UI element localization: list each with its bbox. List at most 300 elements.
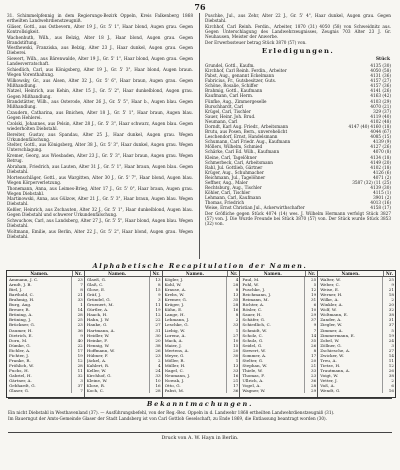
recap-number: 1	[71, 302, 84, 307]
recap-name: Kahlert, R.	[86, 362, 110, 368]
recap-number: 7	[71, 388, 84, 393]
recap-name: Sommer, A.	[242, 352, 267, 358]
recap-number: 2	[226, 317, 239, 322]
recap-number: 28	[304, 383, 317, 388]
recap-name: Hanke, G.	[86, 322, 108, 328]
rule-above-imprint	[8, 432, 392, 433]
recap-name: Müller, H.	[164, 362, 186, 368]
recap-row	[163, 388, 240, 393]
recap-name: Kohl, W.	[164, 282, 182, 288]
recap-number: 40	[71, 338, 84, 343]
recap-header-number: Nr.	[150, 271, 162, 276]
notice-entry: Siewert, Wilh., aus Bärenwalde, Alter 19 J., Gr. 5' 1", Haar blond, Augen grau. Gegen Landesverratschaft.	[7, 56, 193, 67]
recap-number: 9	[382, 282, 395, 287]
recap-number: 5	[382, 328, 395, 333]
recap-number: 15	[149, 287, 162, 292]
erledigungen-header-name	[205, 56, 335, 63]
recap-name: Zimmermann, E.	[320, 332, 355, 338]
recap-number: 33	[226, 368, 239, 373]
recap-name: Kleine, W.	[86, 377, 108, 383]
recap-number: 23	[304, 373, 317, 378]
recap-header-names: Namen.	[263, 271, 282, 276]
erledigung-reference: 4044 (67)	[370, 129, 391, 135]
recap-name: Wendt, G.	[320, 388, 341, 394]
recap-number: 15	[226, 343, 239, 348]
recap-row	[7, 388, 84, 393]
recap-number: 16	[382, 388, 395, 393]
rule-above-notice	[8, 398, 392, 399]
recap-number: 26	[304, 343, 317, 348]
erledigung-name: Leschendorf, Ernst, Handelsmann	[205, 134, 278, 140]
notice-entry: Bereiter, Gustav, aus Spandau, Alter 25 J., Haar dunkel, Augen grau. Wegen Urkundenfälschung.	[7, 131, 193, 142]
recap-name: Trautmann, A.	[320, 367, 351, 373]
recap-name: Gebhardt, G.	[9, 383, 36, 389]
erledigung-reference: 4141 (26)	[370, 88, 391, 94]
recap-name: Kirchhof, G.	[86, 372, 112, 378]
recap-header-number: Nr.	[227, 271, 239, 276]
recap-number: 20	[382, 302, 395, 307]
recap-name: Weber, C.	[320, 282, 340, 288]
recap-name: Seidel, G.	[242, 342, 263, 348]
recap-number: 21	[226, 378, 239, 383]
erledigung-name: Schärke, Carl Ed. Wilh., Kaufmann	[205, 149, 280, 155]
erledigung-name: Krüger, Aug., Schuhmacher	[205, 169, 264, 175]
erledigung-name: Dorndt, Karl Aug. Friedr., Arbeitsmann	[205, 123, 289, 129]
recap-name: Hübner, F.	[86, 352, 109, 358]
notice-entry: Natzel, Heinrich, aus Kehin, Alter 15 J., Gr. 5' 2", Haar dunkelblond, Augen grau. Gegen Mißhandlung.	[7, 88, 193, 99]
recap-name: Thiele, W.	[242, 367, 263, 373]
recap-number: 36	[226, 388, 239, 393]
recap-number: 3	[149, 297, 162, 302]
recap-name: Zimmer, A.	[320, 327, 343, 333]
recap-name: Gabriel, H.	[9, 372, 32, 378]
recap-number: 13	[149, 277, 162, 282]
recap-number: 8	[226, 287, 239, 292]
notice-entry: 31. Schimmelpfennig in dem Regierungs-Bezirk Oppeln, Kreis Falkenberg 1868 ertheilten Landwehrdienstzeugniß.	[7, 13, 193, 24]
recap-name: Keller, W.	[86, 367, 107, 373]
recap-name: Gräf, J.	[86, 292, 102, 298]
recap-number: 24	[382, 338, 395, 343]
recap-name: Gründel, G.	[86, 297, 111, 303]
recap-name: Wolf, W.	[320, 307, 337, 313]
recap-number: 28	[226, 302, 239, 307]
recap-name: Voß, A.	[320, 383, 335, 389]
erledigung-name: Schmerbeck, Carl, Arbeitsmann	[205, 159, 273, 165]
recap-name: Eichler, A.	[9, 347, 31, 353]
notice-entry: Brandstätter, Wilh., aus Osterode, Alter 26 J., Gr. 5' 5", Haar b., Augen blau. Gegen Mißhandlung.	[7, 99, 193, 110]
recap-number: 9	[71, 333, 84, 338]
recap-name: Breuer, R.	[9, 307, 30, 313]
recap-column	[163, 271, 241, 397]
erledigung-reference: 4085 (15)	[370, 134, 391, 140]
recap-number: 22	[71, 343, 84, 348]
recap-name: Maier, J.	[164, 342, 182, 348]
recap-number: 27	[382, 348, 395, 353]
recap-number: 2	[382, 297, 395, 302]
recap-name: Franke, R.	[9, 357, 31, 363]
recap-name: Stephan, W.	[242, 362, 267, 368]
recap-number: 11	[71, 368, 84, 373]
recap-name: Reichmann, J.	[242, 292, 271, 298]
erledigung-reference: 4070 (21)	[370, 103, 391, 109]
recap-name: Burg, Aug.	[9, 302, 32, 308]
notice-entry: Martinowski, Anna, aus Gülzow, Alter 21 J., Gr. 5' 3", Haar braun, Augen blau. Wegen Diebstahl.	[7, 196, 193, 207]
recap-number: 35	[226, 297, 239, 302]
erledigung-name: Fünfke, Aug., Zimmergeselle	[205, 98, 267, 104]
page-number: 76	[194, 2, 206, 12]
recap-name: Brahmig, H.	[9, 297, 35, 303]
recap-name: Krause, A.	[164, 287, 187, 293]
erledigung-reference: 4149 (20)	[370, 159, 391, 165]
erledigung-name: Kaufmann, Carl Herm.	[205, 93, 254, 99]
recap-number: 2	[149, 358, 162, 363]
notice-entry: Thonemann, Anna, aus Leimes-Brieg, Alter 17 J., Gr. 5' 0", Haar braun, Augen grau. Wegen Diebstahl.	[7, 185, 193, 196]
erledigung-name: Fabricius, Fr., Gutsbesitzer, Guts.	[205, 78, 277, 84]
notice-entry: Keßler, Heinrich, aus Zschauten, Alter 32 J., Gr. 5' 1", Haar dunkelblond, Augen blau. Gegen Diebstahl und schwerer Urkundenfälschung.	[7, 207, 193, 218]
erledigung-name: Grundel, Gottl., Kaufm.	[205, 62, 255, 68]
recap-name: Lehmann, J.	[164, 317, 190, 323]
right-intro-entries	[205, 13, 391, 45]
recap-name: Rösler, C.	[242, 307, 263, 313]
recap-name: Zander, A.	[320, 317, 342, 323]
notice-entry: Stelter, Gottl., aus Königsberg, Alter 38 J., Gr. 5' 3", Haar dunkel, Augen grau. Wegen Unterschlagung.	[7, 142, 193, 153]
recap-name: Brückner, G.	[9, 322, 35, 328]
recap-name: Glaser, G.	[9, 388, 30, 394]
recap-number: 17	[304, 353, 317, 358]
recap-number: 31	[149, 328, 162, 333]
recap-number: 36	[304, 378, 317, 383]
recap-number: 14	[71, 307, 84, 312]
erledigung-reference: 4103 (29)	[370, 98, 391, 104]
recap-number: 21	[304, 363, 317, 368]
recap-number: 8	[226, 312, 239, 317]
recap-name: Scholz, C.	[242, 332, 263, 338]
recap-name: Lange, H.	[164, 312, 185, 318]
recap-name: Mertens, A.	[164, 347, 189, 353]
recap-name: Hennig, W.	[86, 342, 110, 348]
notice-entry: Der Erwerbssteuer betrag Stück 3870 (57) von.	[205, 39, 307, 45]
recap-number: 11	[149, 302, 162, 307]
erledigung-reference: 4115 (1)	[373, 190, 391, 196]
erledigung-name: Möllers, Wilhelm, Schmied	[205, 144, 263, 150]
recap-header-number: Nr.	[383, 271, 395, 276]
recap-number: 21	[71, 292, 84, 297]
imprint: Druck von A. W. Hayn in Berlin.	[161, 436, 239, 441]
recap-number: 23	[149, 353, 162, 358]
erledigung-reference: 4139 (9)	[373, 139, 391, 145]
erledigung-name: Reichmann, Jul., Tagelöhner	[205, 174, 266, 180]
recap-name: Tietze, H.	[320, 362, 341, 368]
recap-number: 18	[382, 292, 395, 297]
recap-number: 36	[71, 328, 84, 333]
erledigung-name: Seffner, Aug., Maler	[205, 180, 248, 185]
recap-number: 31	[304, 297, 317, 302]
recap-name: Vetter, J.	[320, 377, 338, 383]
recap-name: Fuchs, H.	[9, 367, 29, 373]
recap-name: Zschiesche, A.	[320, 347, 351, 353]
notice-entry: Mortenschläger, Gottl., aus Wargitten, Alter 30 J., Gr. 5' 7", Haar blond, Augen blau. Wegen Körperverletzung.	[7, 174, 193, 185]
recap-name: Daumer, H.	[9, 327, 33, 333]
recap-name: Lorenz, A.	[164, 332, 186, 338]
recap-number: 16	[226, 307, 239, 312]
recap-row	[240, 388, 317, 393]
recap-name: Wagner, W.	[242, 388, 266, 394]
notice-title: Bekanntmachungen.	[146, 400, 254, 408]
erledigung-reference: 4157 (36)	[370, 83, 391, 89]
recap-name: Dümke, G.	[9, 342, 31, 348]
erledigung-name: Krügel, Carl, Tischler	[205, 108, 251, 114]
recap-number: 31	[382, 317, 395, 322]
erledigung-reference: 4013 (16)	[370, 200, 391, 206]
erledigung-name: Sauer, Heinr. Joh. Brud.	[205, 113, 256, 119]
recap-header-names: Namen.	[185, 271, 205, 276]
recap-name: Schäfer, G.	[242, 317, 266, 323]
erledigungen-header-stueck: Stück	[375, 56, 390, 62]
erledigung-reference: 4050 (58)	[370, 67, 391, 73]
recap-name: Zöllner, G.	[320, 342, 342, 348]
erledigung-name: Neumann, Carl	[205, 118, 238, 124]
recap-number: 14	[304, 333, 317, 338]
recap-name: Schmidt, W.	[242, 327, 267, 333]
recap-name: Kögler, J.	[164, 277, 184, 283]
recap-number: 23	[71, 322, 84, 327]
notice-entry: Gläser, Gottl., aus Ostbevern, Alter 19 J., Gr. 5' 1", Haar blond, Augen grau. Gegen Kontrollsigkeit.	[7, 23, 193, 34]
erledigung-reference: 4071 (2)	[373, 174, 391, 180]
recap-number: 16	[149, 383, 162, 388]
erledigung-reference: 4163 (42)	[370, 93, 391, 99]
recap-row	[318, 388, 395, 393]
erledigung-name: Rahl, Jul. Gottlieb, Gärtner	[205, 164, 263, 170]
recap-name: Treu, A.	[320, 357, 337, 363]
right-outro-entries	[205, 211, 391, 226]
erledigung-reference: 329 (37)	[373, 108, 391, 114]
recap-number: 19	[304, 292, 317, 297]
recap-number: 20	[304, 358, 317, 363]
erledigung-name: Schöne, Rosalie, Schiffer	[205, 83, 259, 89]
recap-name: Nowak, J.	[164, 377, 185, 383]
recap-number: 12	[149, 312, 162, 317]
erledigungen-table	[205, 56, 391, 211]
recap-number: 8	[304, 348, 317, 353]
recap-number: 23	[71, 277, 84, 282]
recap-number: 20	[226, 348, 239, 353]
notice-entry: Der Gröfliche gegen Stück 4074 (14) wes. J. Wilhelm Hermann verfolgt Stück 3827 (57) von. J. Die Wurde Freunde bei Stück 3870 (57) von. Der Stück wurde Stück 3853 (32) von.	[205, 210, 391, 226]
recap-name: Otto, G.	[164, 383, 181, 389]
recap-number: 6	[382, 383, 395, 388]
recap-number: 12	[71, 358, 84, 363]
erledigung-reference: 4157 (27)	[370, 78, 391, 84]
recap-row	[85, 388, 162, 393]
notice-entry: Czaudern, Catharina, aus Bnichen, Alter 18 J., Gr. 5' 1", Haar braun, Augen blau. Gegen Hehlerei.	[7, 110, 193, 121]
recap-name: Liebig, W.	[164, 327, 185, 333]
recap-name: Weise, E.	[320, 287, 340, 293]
recap-number: 7	[71, 282, 84, 287]
recap-name: Sauer, H.	[242, 312, 262, 318]
recap-name: Haack, H.	[86, 312, 108, 318]
erledigung-reference: 4102 (18)	[370, 164, 391, 170]
recap-name: Glose, E.	[86, 287, 106, 293]
recap-number: 30	[226, 353, 239, 358]
erledigung-reference: 4127 (26)	[370, 144, 391, 150]
recap-number: 27	[149, 322, 162, 327]
erledigung-name: Brahmig, Gottl., Kaufmann	[205, 88, 263, 94]
recap-name: Heinke, F.	[86, 337, 108, 343]
recap-number: 37	[382, 322, 395, 327]
recap-name: Jäckel, A.	[86, 357, 107, 363]
recap-name: Winkler, A.	[320, 302, 343, 308]
recap-number: 14	[382, 353, 395, 358]
erledigung-name: Weise, Ernst Christian Jul., Ackerwirthschafter	[205, 205, 305, 211]
notice-entry: Wachenhuth, Wilh., aus Belzig, Alter 18 J., Haar blond, Augen grau. Gegen Brandstiftung.	[7, 34, 193, 45]
recap-name: Fichter, J.	[9, 352, 29, 358]
recap-number: 25	[71, 317, 84, 322]
recap-number: 7	[304, 328, 317, 333]
recap-name: Ziegler, W.	[320, 322, 343, 328]
erledigung-name: Burschhardt, Carl	[205, 103, 244, 109]
recap-number: 9	[304, 322, 317, 327]
recap-number: 9	[149, 292, 162, 297]
recap-column	[318, 271, 395, 397]
recap-name: Ullrich, A.	[242, 377, 264, 383]
recap-header-names: Namen.	[30, 271, 49, 276]
recap-number: 19	[149, 307, 162, 312]
right-column	[205, 13, 391, 259]
recap-name: Neumann, J.	[164, 372, 191, 378]
recap-number: 33	[149, 373, 162, 378]
notice-entry: Puschke, Jul., aus Zehr, Alter 22 J., Gr. 5' 4", Haar dunkel, Augen grau. Gegen Diebstahl.	[205, 13, 391, 24]
recap-number: 32	[382, 307, 395, 312]
recap-number: 22	[149, 317, 162, 322]
notice-entry: Kirchhof, Carl Reinh. Ferdin., Arbeiter, 1870 (31) 4050 (58) von Schweidnitz aus. Gegen Unterschlagung des Landwehrzeugnisses, Zeugnis 703 Alter 23 J. Gr. Neuhausen, Meister der Anwerbe.	[205, 23, 391, 39]
recap-name: Möller, R.	[164, 357, 185, 363]
erledigung-name: Kirchhof, Carl Reinh. Ferdin., Arbeiter	[205, 67, 287, 73]
recap-name: Werner, H.	[320, 292, 343, 298]
recap-number: 17	[71, 348, 84, 353]
recap-name: Gürtler, A.	[86, 307, 109, 313]
recap-name: Krebs, W.	[164, 292, 185, 298]
erledigung-reference: 4147 (40) 4160 (18)	[348, 123, 391, 129]
recap-number: 24	[149, 368, 162, 373]
recap-name: Richter, A.	[242, 302, 265, 308]
recap-number: 38	[149, 343, 162, 348]
recap-number: 19	[71, 353, 84, 358]
recap-name: Heidler, W.	[86, 332, 110, 338]
recap-number: 4	[149, 363, 162, 368]
recap-number: 38	[382, 312, 395, 317]
erledigung-name: Brutu, aus Posen, Bern., unverehelicht	[205, 129, 288, 135]
recap-name: Koch, C.	[86, 388, 105, 394]
notice-entry: Abraham, Friedrich, aus Lauten, Alter 31 J., Gr. 5' 1", Haar braun, Augen blau. Gegen Diebstahl.	[7, 163, 193, 175]
erledigung-reference: 3901 (2)	[373, 195, 391, 201]
erledigung-reference: 4102 (48)	[370, 118, 391, 124]
recap-number: 10	[304, 307, 317, 312]
recap-name: Walter, W.	[320, 277, 341, 283]
recap-number: 8	[71, 287, 84, 292]
recap-number: 21	[382, 287, 395, 292]
recap-number: 3	[71, 378, 84, 383]
erledigung-reference: 4119 (40)	[370, 113, 391, 119]
recap-number: 37	[71, 383, 84, 388]
recap-name: Meyer, G.	[164, 352, 185, 358]
recap-name: Leschke, G.	[164, 322, 189, 328]
recap-number: 35	[304, 338, 317, 343]
recap-number: 32	[71, 373, 84, 378]
column-divider	[199, 13, 200, 259]
recap-name: Biel, J.	[9, 287, 23, 293]
recap-name: Schulz, G.	[242, 337, 264, 343]
recap-number: 28	[149, 388, 162, 393]
erledigung-reference: 4134 (18)	[370, 154, 391, 160]
notice-entry: Kremer, Georg, aus Wiesbaden, Alter 23 J., Gr. 5' 3", Haar braun, Augen grau. Wegen Betrug.	[7, 153, 193, 164]
recap-name: Zwicker, W.	[320, 352, 344, 358]
erledigung-name: Pabst, Aug., genannt Eckelmann	[205, 73, 275, 79]
recap-name: Brüning, J.	[9, 317, 32, 323]
recap-number: 38	[382, 373, 395, 378]
recap-number: 3	[382, 343, 395, 348]
recap-name: Stelter, G.	[242, 357, 264, 363]
erledigung-name: Köhler, Carl, Tischler	[205, 190, 251, 196]
recap-name: Zobel, W.	[320, 337, 340, 343]
recap-name: Woltmann, E.	[320, 312, 349, 318]
recap-name: Gruenert, M.	[86, 302, 114, 308]
recap-number: 28	[71, 363, 84, 368]
recap-name: Glaeß, G.	[86, 277, 107, 283]
erledigung-name: Schumann, Carl Friedr. Aug., Kaufmann	[205, 139, 291, 145]
recap-name: Reimann, M.	[242, 297, 269, 303]
recap-name: Nagel, C.	[164, 367, 184, 373]
recap-column	[85, 271, 163, 397]
erledigung-reference: 4126 (6)	[373, 169, 391, 175]
recap-number: 29	[304, 388, 317, 393]
erledigung-reference: 3587 (32) (11 (25)	[352, 180, 391, 185]
left-column	[7, 13, 193, 259]
recap-number: 33	[226, 322, 239, 327]
recap-number: 1	[226, 328, 239, 333]
recap-number: 25	[382, 277, 395, 282]
recap-name: Gärtner, A.	[9, 377, 32, 383]
erledigung-name: Thomas, Friedrich	[205, 200, 245, 206]
recap-name: Brüning, A.	[9, 312, 33, 318]
erledigung-reference: 4139 (30)	[370, 185, 391, 191]
recap-name: Vogel, A.	[242, 383, 261, 389]
recap-name: Fröhlich, W.	[9, 362, 34, 368]
recap-name: Schiedlich, C.	[242, 322, 271, 328]
recap-name: Mack, A.	[164, 337, 183, 343]
recap-number: 12	[382, 363, 395, 368]
recap-name: Glaß, C.	[86, 282, 104, 288]
recap-number: 13	[226, 363, 239, 368]
recap-name: Hoffmann, W.	[86, 347, 115, 353]
notice-entry: Westhewski, Franziska, aus Belzig, Alter 23 J., Haar dunkel, Augen grau. Gegen Dieberei.	[7, 45, 193, 56]
recap-header-number: Nr.	[72, 271, 84, 276]
recap-name: Voigt, W.	[320, 372, 339, 378]
recap-column	[240, 271, 318, 397]
recap-number: 29	[304, 312, 317, 317]
erledigung-name: Lehmann, Carl, Kaufmann	[205, 195, 261, 201]
notice-line: Ein nicht Diebstahl in Westhavenland (37). — Ausführungsbefehl, von der Reg.-Bez. Oppeln in d. Landwehr 1868 ertheilten Landwehrdienstzeugniß (31).	[8, 410, 335, 415]
erledigung-name: Rechtsburg, Aug., Tischler	[205, 185, 262, 191]
recap-header-number: Nr.	[305, 271, 317, 276]
notice-entry: Woltmann, Emilie, aus Berlin, Alter 22 J., Gr. 5' 2", Haar blond, Augen grau. Wegen Diebstahl.	[7, 228, 193, 239]
recap-name: Pabst, M.	[164, 388, 185, 394]
erledigung-reference: 4070 (8)	[373, 149, 391, 155]
erledigungen-title: Erledigungen.	[261, 46, 335, 55]
recap-name: Barthold, C.	[9, 292, 34, 298]
recap-number: 27	[226, 333, 239, 338]
recap-number: 4	[226, 277, 239, 282]
recap-header-names: Namen.	[341, 271, 360, 276]
erledigungen-header-row	[205, 56, 391, 63]
